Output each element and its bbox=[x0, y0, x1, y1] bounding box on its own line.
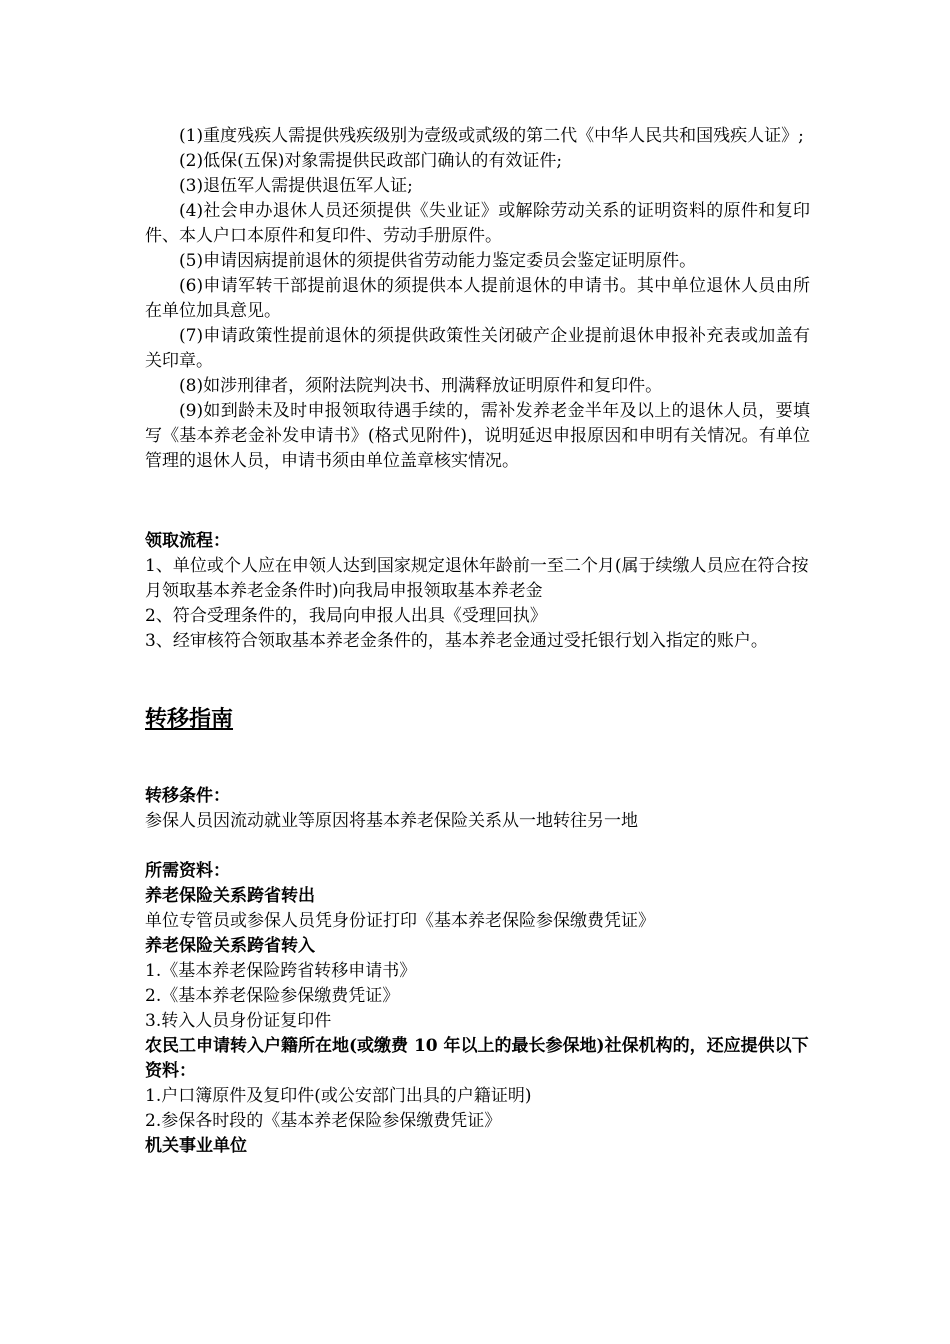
requirement-item-5: (5)申请因病提前退休的须提供省劳动能力鉴定委员会鉴定证明原件。 bbox=[179, 251, 697, 271]
transfer-out-heading: 养老保险关系跨省转出 bbox=[145, 886, 315, 906]
migrant-worker-heading: 农民工申请转入户籍所在地(或缴费 10 年以上的最长参保地)社保机构的，还应提供以下资料： bbox=[145, 1036, 809, 1081]
spacer bbox=[145, 834, 810, 859]
requirement-item-7: (7)申请政策性提前退休的须提供政策性关闭破产企业提前退休申报补充表或加盖有关印章。 bbox=[145, 326, 810, 371]
requirement-item-4: (4)社会申办退休人员还须提供《失业证》或解除劳动关系的证明资料的原件和复印件、本人户口本原件和复印件、劳动手册原件。 bbox=[145, 201, 810, 246]
migrant-item-2: 2.参保各时段的《基本养老保险参保缴费凭证》 bbox=[145, 1111, 502, 1131]
spacer bbox=[145, 474, 810, 529]
materials-heading: 所需资料： bbox=[145, 861, 230, 881]
document-page bbox=[145, 124, 810, 1159]
requirement-item-6: (6)申请军转干部提前退休的须提供本人提前退休的申请书。其中单位退休人员由所在单位加具意见。 bbox=[145, 276, 810, 321]
process-step-3: 3、经审核符合领取基本养老金条件的，基本养老金通过受托银行划入指定的账户。 bbox=[145, 631, 768, 651]
requirement-item-2: (2)低保(五保)对象需提供民政部门确认的有效证件; bbox=[179, 151, 563, 171]
requirement-item-1: (1)重度残疾人需提供残疾级别为壹级或贰级的第二代《中华人民共和国残疾人证》; bbox=[179, 126, 804, 146]
transfer-in-heading: 养老保险关系跨省转入 bbox=[145, 936, 315, 956]
transfer-in-item-3: 3.转入人员身份证复印件 bbox=[145, 1011, 332, 1031]
process-step-1: 1、单位或个人应在申领人达到国家规定退休年龄前一至二个月(属于续缴人员应在符合按月领取基本养老金条件时)向我局申报领取基本养老金 bbox=[145, 556, 809, 601]
requirement-item-3: (3)退伍军人需提供退伍军人证; bbox=[179, 176, 413, 196]
process-step-2: 2、符合受理条件的，我局向申报人出具《受理回执》 bbox=[145, 606, 547, 626]
spacer bbox=[145, 654, 810, 704]
transfer-in-item-1: 1.《基本养老保险跨省转移申请书》 bbox=[145, 961, 417, 981]
transfer-in-item-2: 2.《基本养老保险参保缴费凭证》 bbox=[145, 986, 400, 1006]
institution-heading: 机关事业单位 bbox=[145, 1136, 247, 1156]
requirement-item-9: (9)如到龄未及时申报领取待遇手续的，需补发养老金半年及以上的退休人员，要填写《基本养老金补发申请书》(格式见附件)，说明延迟申报原因和申明有关情况。有单位管理的退休人员，申请书须由单位盖章核实情况。 bbox=[145, 401, 810, 471]
transfer-conditions-text: 参保人员因流动就业等原因将基本养老保险关系从一地转往另一地 bbox=[145, 811, 638, 831]
transfer-guide-title: 转移指南 bbox=[145, 706, 234, 732]
transfer-conditions-heading: 转移条件： bbox=[145, 786, 230, 806]
migrant-item-1: 1.户口簿原件及复印件(或公安部门出具的户籍证明) bbox=[145, 1086, 532, 1106]
process-heading: 领取流程： bbox=[145, 531, 230, 551]
spacer bbox=[145, 734, 810, 784]
transfer-out-text: 单位专管员或参保人员凭身份证打印《基本养老保险参保缴费凭证》 bbox=[145, 911, 655, 931]
requirement-item-8: (8)如涉刑律者，须附法院判决书、刑满释放证明原件和复印件。 bbox=[179, 376, 663, 396]
